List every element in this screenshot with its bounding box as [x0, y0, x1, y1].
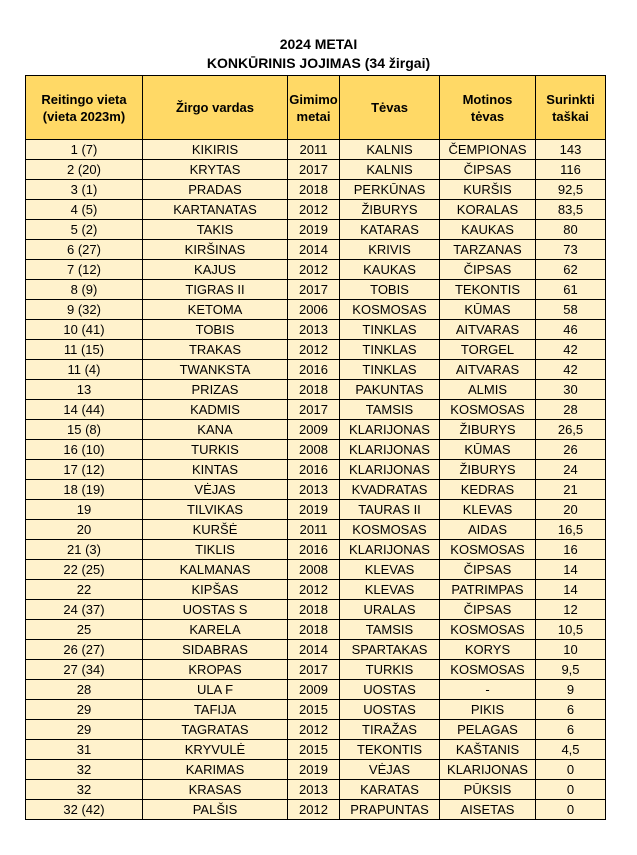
birth-year-cell: 2014: [288, 640, 340, 660]
sire-cell: TURKIS: [340, 660, 440, 680]
sire-cell: KLEVAS: [340, 560, 440, 580]
rank-cell: 8 (9): [26, 280, 143, 300]
table-row: [26, 520, 606, 540]
points-cell: 80: [536, 220, 606, 240]
sire-cell: UOSTAS: [340, 700, 440, 720]
horse-name-cell: TOBIS: [143, 320, 288, 340]
header-line: Gimimo: [289, 91, 338, 107]
dam-sire-cell: ČIPSAS: [440, 560, 536, 580]
birth-year-cell: 2012: [288, 800, 340, 820]
table-row: [26, 140, 606, 160]
dam-sire-cell: PELAGAS: [440, 720, 536, 740]
points-cell: 12: [536, 600, 606, 620]
sire-cell: KVADRATAS: [340, 480, 440, 500]
points-cell: 42: [536, 340, 606, 360]
sire-cell: TINKLAS: [340, 340, 440, 360]
horse-name-cell: SIDABRAS: [143, 640, 288, 660]
header-line: Reitingo vieta: [41, 91, 127, 107]
dam-sire-cell: ČIPSAS: [440, 600, 536, 620]
birth-year-cell: 2011: [288, 140, 340, 160]
table-row: [26, 300, 606, 320]
rank-cell: 24 (37): [26, 600, 143, 620]
dam-sire-cell: KURŠIS: [440, 180, 536, 200]
birth-year-cell: 2015: [288, 740, 340, 760]
dam-sire-cell: KORYS: [440, 640, 536, 660]
rank-cell: 25: [26, 620, 143, 640]
header-line: (vieta 2023m): [42, 108, 126, 124]
dam-sire-cell: ČIPSAS: [440, 260, 536, 280]
sire-cell: PRAPUNTAS: [340, 800, 440, 820]
horse-name-cell: KRYVULĖ: [143, 740, 288, 760]
sire-cell: KOSMOSAS: [340, 300, 440, 320]
dam-sire-cell: KORALAS: [440, 200, 536, 220]
dam-sire-header: [440, 76, 536, 140]
birth-year-cell: 2016: [288, 460, 340, 480]
birth-year-cell: 2009: [288, 420, 340, 440]
dam-sire-cell: ČEMPIONAS: [440, 140, 536, 160]
sire-cell: KAUKAS: [340, 260, 440, 280]
rank-cell: 31: [26, 740, 143, 760]
rank-cell: 18 (19): [26, 480, 143, 500]
points-cell: 42: [536, 360, 606, 380]
table-row: [26, 180, 606, 200]
ranking-table: [25, 75, 606, 820]
birth-year-cell: 2008: [288, 560, 340, 580]
dam-sire-cell: KOSMOSAS: [440, 660, 536, 680]
rank-cell: 5 (2): [26, 220, 143, 240]
dam-sire-cell: AIDAS: [440, 520, 536, 540]
dam-sire-cell: PŪKSIS: [440, 780, 536, 800]
points-cell: 10,5: [536, 620, 606, 640]
header-line: Žirgo vardas: [175, 100, 255, 115]
birth-year-cell: 2014: [288, 240, 340, 260]
birth-year-cell: 2019: [288, 760, 340, 780]
table-row: [26, 720, 606, 740]
birth-year-cell: 2019: [288, 220, 340, 240]
birth-year-cell: 2013: [288, 320, 340, 340]
sire-cell: ŽIBURYS: [340, 200, 440, 220]
birth-year-cell: 2012: [288, 260, 340, 280]
birth-year-header: [288, 76, 340, 140]
table-row: [26, 700, 606, 720]
rank-cell: 22: [26, 580, 143, 600]
rank-cell: 6 (27): [26, 240, 143, 260]
sire-cell: TINKLAS: [340, 360, 440, 380]
horse-name-cell: KIRŠINAS: [143, 240, 288, 260]
table-row: [26, 260, 606, 280]
points-cell: 6: [536, 700, 606, 720]
table-header-row: [26, 76, 606, 140]
points-cell: 0: [536, 800, 606, 820]
points-cell: 0: [536, 760, 606, 780]
horse-name-cell: KADMIS: [143, 400, 288, 420]
rank-cell: 19: [26, 500, 143, 520]
horse-name-cell: TURKIS: [143, 440, 288, 460]
points-cell: 0: [536, 780, 606, 800]
points-cell: 9: [536, 680, 606, 700]
rank-cell: 11 (15): [26, 340, 143, 360]
table-row: [26, 460, 606, 480]
horse-name-cell: KRYTAS: [143, 160, 288, 180]
rank-cell: 32: [26, 780, 143, 800]
dam-sire-cell: KLEVAS: [440, 500, 536, 520]
horse-name-cell: KANA: [143, 420, 288, 440]
table-row: [26, 800, 606, 820]
rank-cell: 21 (3): [26, 540, 143, 560]
dam-sire-cell: ČIPSAS: [440, 160, 536, 180]
sire-cell: TAMSIS: [340, 400, 440, 420]
sire-cell: KALNIS: [340, 140, 440, 160]
birth-year-cell: 2018: [288, 600, 340, 620]
points-cell: 26: [536, 440, 606, 460]
rank-cell: 3 (1): [26, 180, 143, 200]
birth-year-cell: 2017: [288, 400, 340, 420]
rank-cell: 28: [26, 680, 143, 700]
horse-name-cell: KETOMA: [143, 300, 288, 320]
horse-name-cell: KARTANATAS: [143, 200, 288, 220]
table-row: [26, 640, 606, 660]
header-line: taškai: [552, 108, 589, 124]
sire-cell: KOSMOSAS: [340, 520, 440, 540]
points-cell: 14: [536, 580, 606, 600]
points-cell: 61: [536, 280, 606, 300]
birth-year-cell: 2018: [288, 620, 340, 640]
horse-name-cell: ULA F: [143, 680, 288, 700]
table-row: [26, 240, 606, 260]
birth-year-cell: 2012: [288, 200, 340, 220]
sire-cell: KLARIJONAS: [340, 440, 440, 460]
rank-cell: 14 (44): [26, 400, 143, 420]
dam-sire-cell: KŪMAS: [440, 300, 536, 320]
sire-cell: KRIVIS: [340, 240, 440, 260]
rank-cell: 10 (41): [26, 320, 143, 340]
rank-cell: 32: [26, 760, 143, 780]
dam-sire-cell: KAŠTANIS: [440, 740, 536, 760]
dam-sire-cell: ŽIBURYS: [440, 460, 536, 480]
dam-sire-cell: TEKONTIS: [440, 280, 536, 300]
points-cell: 20: [536, 500, 606, 520]
table-row: [26, 500, 606, 520]
horse-name-cell: TIGRAS II: [143, 280, 288, 300]
dam-sire-cell: KLARIJONAS: [440, 760, 536, 780]
birth-year-cell: 2006: [288, 300, 340, 320]
points-cell: 58: [536, 300, 606, 320]
header-line: Surinkti: [546, 91, 595, 107]
sire-cell: PERKŪNAS: [340, 180, 440, 200]
sire-cell: TAMSIS: [340, 620, 440, 640]
table-row: [26, 540, 606, 560]
table-row: [26, 560, 606, 580]
points-header: [536, 76, 606, 140]
rank-cell: 1 (7): [26, 140, 143, 160]
header-line: metai: [296, 108, 331, 124]
dam-sire-cell: KEDRAS: [440, 480, 536, 500]
dam-sire-cell: PIKIS: [440, 700, 536, 720]
table-row: [26, 360, 606, 380]
points-cell: 30: [536, 380, 606, 400]
table-row: [26, 380, 606, 400]
points-cell: 92,5: [536, 180, 606, 200]
birth-year-cell: 2012: [288, 340, 340, 360]
horse-name-cell: PRADAS: [143, 180, 288, 200]
horse-name-cell: KARIMAS: [143, 760, 288, 780]
rank-cell: 11 (4): [26, 360, 143, 380]
table-row: [26, 280, 606, 300]
points-cell: 9,5: [536, 660, 606, 680]
horse-name-cell: KURŠĖ: [143, 520, 288, 540]
dam-sire-cell: KOSMOSAS: [440, 620, 536, 640]
sire-cell: KLARIJONAS: [340, 420, 440, 440]
dam-sire-cell: AITVARAS: [440, 360, 536, 380]
dam-sire-cell: -: [440, 680, 536, 700]
horse-name-cell: KRASAS: [143, 780, 288, 800]
birth-year-cell: 2016: [288, 540, 340, 560]
dam-sire-cell: KAUKAS: [440, 220, 536, 240]
points-cell: 10: [536, 640, 606, 660]
horse-name-cell: KIKIRIS: [143, 140, 288, 160]
rank-cell: 9 (32): [26, 300, 143, 320]
dam-sire-cell: PATRIMPAS: [440, 580, 536, 600]
points-cell: 116: [536, 160, 606, 180]
points-cell: 143: [536, 140, 606, 160]
table-row: [26, 160, 606, 180]
horse-name-cell: TILVIKAS: [143, 500, 288, 520]
birth-year-cell: 2017: [288, 660, 340, 680]
sire-header: [340, 76, 440, 140]
birth-year-cell: 2015: [288, 700, 340, 720]
horse-name-cell: KAJUS: [143, 260, 288, 280]
horse-name-header: [143, 76, 288, 140]
sire-cell: KATARAS: [340, 220, 440, 240]
dam-sire-cell: TARZANAS: [440, 240, 536, 260]
table-row: [26, 740, 606, 760]
table-row: [26, 680, 606, 700]
horse-name-cell: KINTAS: [143, 460, 288, 480]
rank-cell: 4 (5): [26, 200, 143, 220]
table-row: [26, 220, 606, 240]
birth-year-cell: 2018: [288, 380, 340, 400]
horse-name-cell: TRAKAS: [143, 340, 288, 360]
table-row: [26, 440, 606, 460]
table-row: [26, 600, 606, 620]
table-row: [26, 660, 606, 680]
sire-cell: TEKONTIS: [340, 740, 440, 760]
birth-year-cell: 2013: [288, 780, 340, 800]
birth-year-cell: 2019: [288, 500, 340, 520]
horse-name-cell: VĖJAS: [143, 480, 288, 500]
rank-cell: 26 (27): [26, 640, 143, 660]
points-cell: 26,5: [536, 420, 606, 440]
sire-cell: TOBIS: [340, 280, 440, 300]
table-row: [26, 420, 606, 440]
sire-cell: KARATAS: [340, 780, 440, 800]
rank-cell: 2 (20): [26, 160, 143, 180]
table-row: [26, 620, 606, 640]
rank-cell: 29: [26, 720, 143, 740]
points-cell: 4,5: [536, 740, 606, 760]
horse-name-cell: PRIZAS: [143, 380, 288, 400]
horse-name-cell: PALŠIS: [143, 800, 288, 820]
points-cell: 16,5: [536, 520, 606, 540]
rank-cell: 16 (10): [26, 440, 143, 460]
table-row: [26, 340, 606, 360]
horse-name-cell: KROPAS: [143, 660, 288, 680]
birth-year-cell: 2017: [288, 160, 340, 180]
rank-cell: 32 (42): [26, 800, 143, 820]
sire-cell: SPARTAKAS: [340, 640, 440, 660]
sire-cell: KLARIJONAS: [340, 540, 440, 560]
points-cell: 46: [536, 320, 606, 340]
birth-year-cell: 2012: [288, 580, 340, 600]
birth-year-cell: 2016: [288, 360, 340, 380]
dam-sire-cell: KOSMOSAS: [440, 540, 536, 560]
page-subtitle: KONKŪRINIS JOJIMAS (34 žirgai): [206, 55, 431, 71]
sire-cell: KALNIS: [340, 160, 440, 180]
header-line: Motinos: [462, 91, 513, 107]
table-row: [26, 320, 606, 340]
horse-name-cell: TAFIJA: [143, 700, 288, 720]
sire-cell: TIRAŽAS: [340, 720, 440, 740]
birth-year-cell: 2012: [288, 720, 340, 740]
table-row: [26, 780, 606, 800]
horse-name-cell: TAGRATAS: [143, 720, 288, 740]
sire-cell: URALAS: [340, 600, 440, 620]
birth-year-cell: 2017: [288, 280, 340, 300]
rank-cell: 13: [26, 380, 143, 400]
horse-name-cell: UOSTAS S: [143, 600, 288, 620]
horse-name-cell: KARELA: [143, 620, 288, 640]
header-line: tėvas: [470, 108, 505, 124]
sire-cell: UOSTAS: [340, 680, 440, 700]
birth-year-cell: 2009: [288, 680, 340, 700]
dam-sire-cell: AITVARAS: [440, 320, 536, 340]
points-cell: 21: [536, 480, 606, 500]
rank-cell: 27 (34): [26, 660, 143, 680]
points-cell: 83,5: [536, 200, 606, 220]
rank-cell: 20: [26, 520, 143, 540]
table-body: [26, 140, 606, 820]
table-row: [26, 200, 606, 220]
page-title: 2024 METAI: [279, 36, 358, 52]
sire-cell: VĖJAS: [340, 760, 440, 780]
rank-header: [26, 76, 143, 140]
birth-year-cell: 2013: [288, 480, 340, 500]
points-cell: 6: [536, 720, 606, 740]
points-cell: 14: [536, 560, 606, 580]
rank-cell: 22 (25): [26, 560, 143, 580]
dam-sire-cell: ŽIBURYS: [440, 420, 536, 440]
horse-name-cell: KALMANAS: [143, 560, 288, 580]
birth-year-cell: 2018: [288, 180, 340, 200]
points-cell: 62: [536, 260, 606, 280]
sire-cell: PAKUNTAS: [340, 380, 440, 400]
table-row: [26, 760, 606, 780]
dam-sire-cell: AISETAS: [440, 800, 536, 820]
birth-year-cell: 2011: [288, 520, 340, 540]
horse-name-cell: TIKLIS: [143, 540, 288, 560]
dam-sire-cell: TORGEL: [440, 340, 536, 360]
sire-cell: TINKLAS: [340, 320, 440, 340]
dam-sire-cell: KŪMAS: [440, 440, 536, 460]
points-cell: 73: [536, 240, 606, 260]
sire-cell: KLEVAS: [340, 580, 440, 600]
horse-name-cell: TAKIS: [143, 220, 288, 240]
points-cell: 16: [536, 540, 606, 560]
dam-sire-cell: KOSMOSAS: [440, 400, 536, 420]
birth-year-cell: 2008: [288, 440, 340, 460]
sire-cell: TAURAS II: [340, 500, 440, 520]
rank-cell: 29: [26, 700, 143, 720]
rank-cell: 7 (12): [26, 260, 143, 280]
horse-name-cell: KIPŠAS: [143, 580, 288, 600]
table-row: [26, 480, 606, 500]
rank-cell: 17 (12): [26, 460, 143, 480]
rank-cell: 15 (8): [26, 420, 143, 440]
table-row: [26, 400, 606, 420]
dam-sire-cell: ALMIS: [440, 380, 536, 400]
horse-name-cell: TWANKSTA: [143, 360, 288, 380]
sire-cell: KLARIJONAS: [340, 460, 440, 480]
points-cell: 28: [536, 400, 606, 420]
table-row: [26, 580, 606, 600]
header-line: Tėvas: [371, 100, 408, 115]
points-cell: 24: [536, 460, 606, 480]
